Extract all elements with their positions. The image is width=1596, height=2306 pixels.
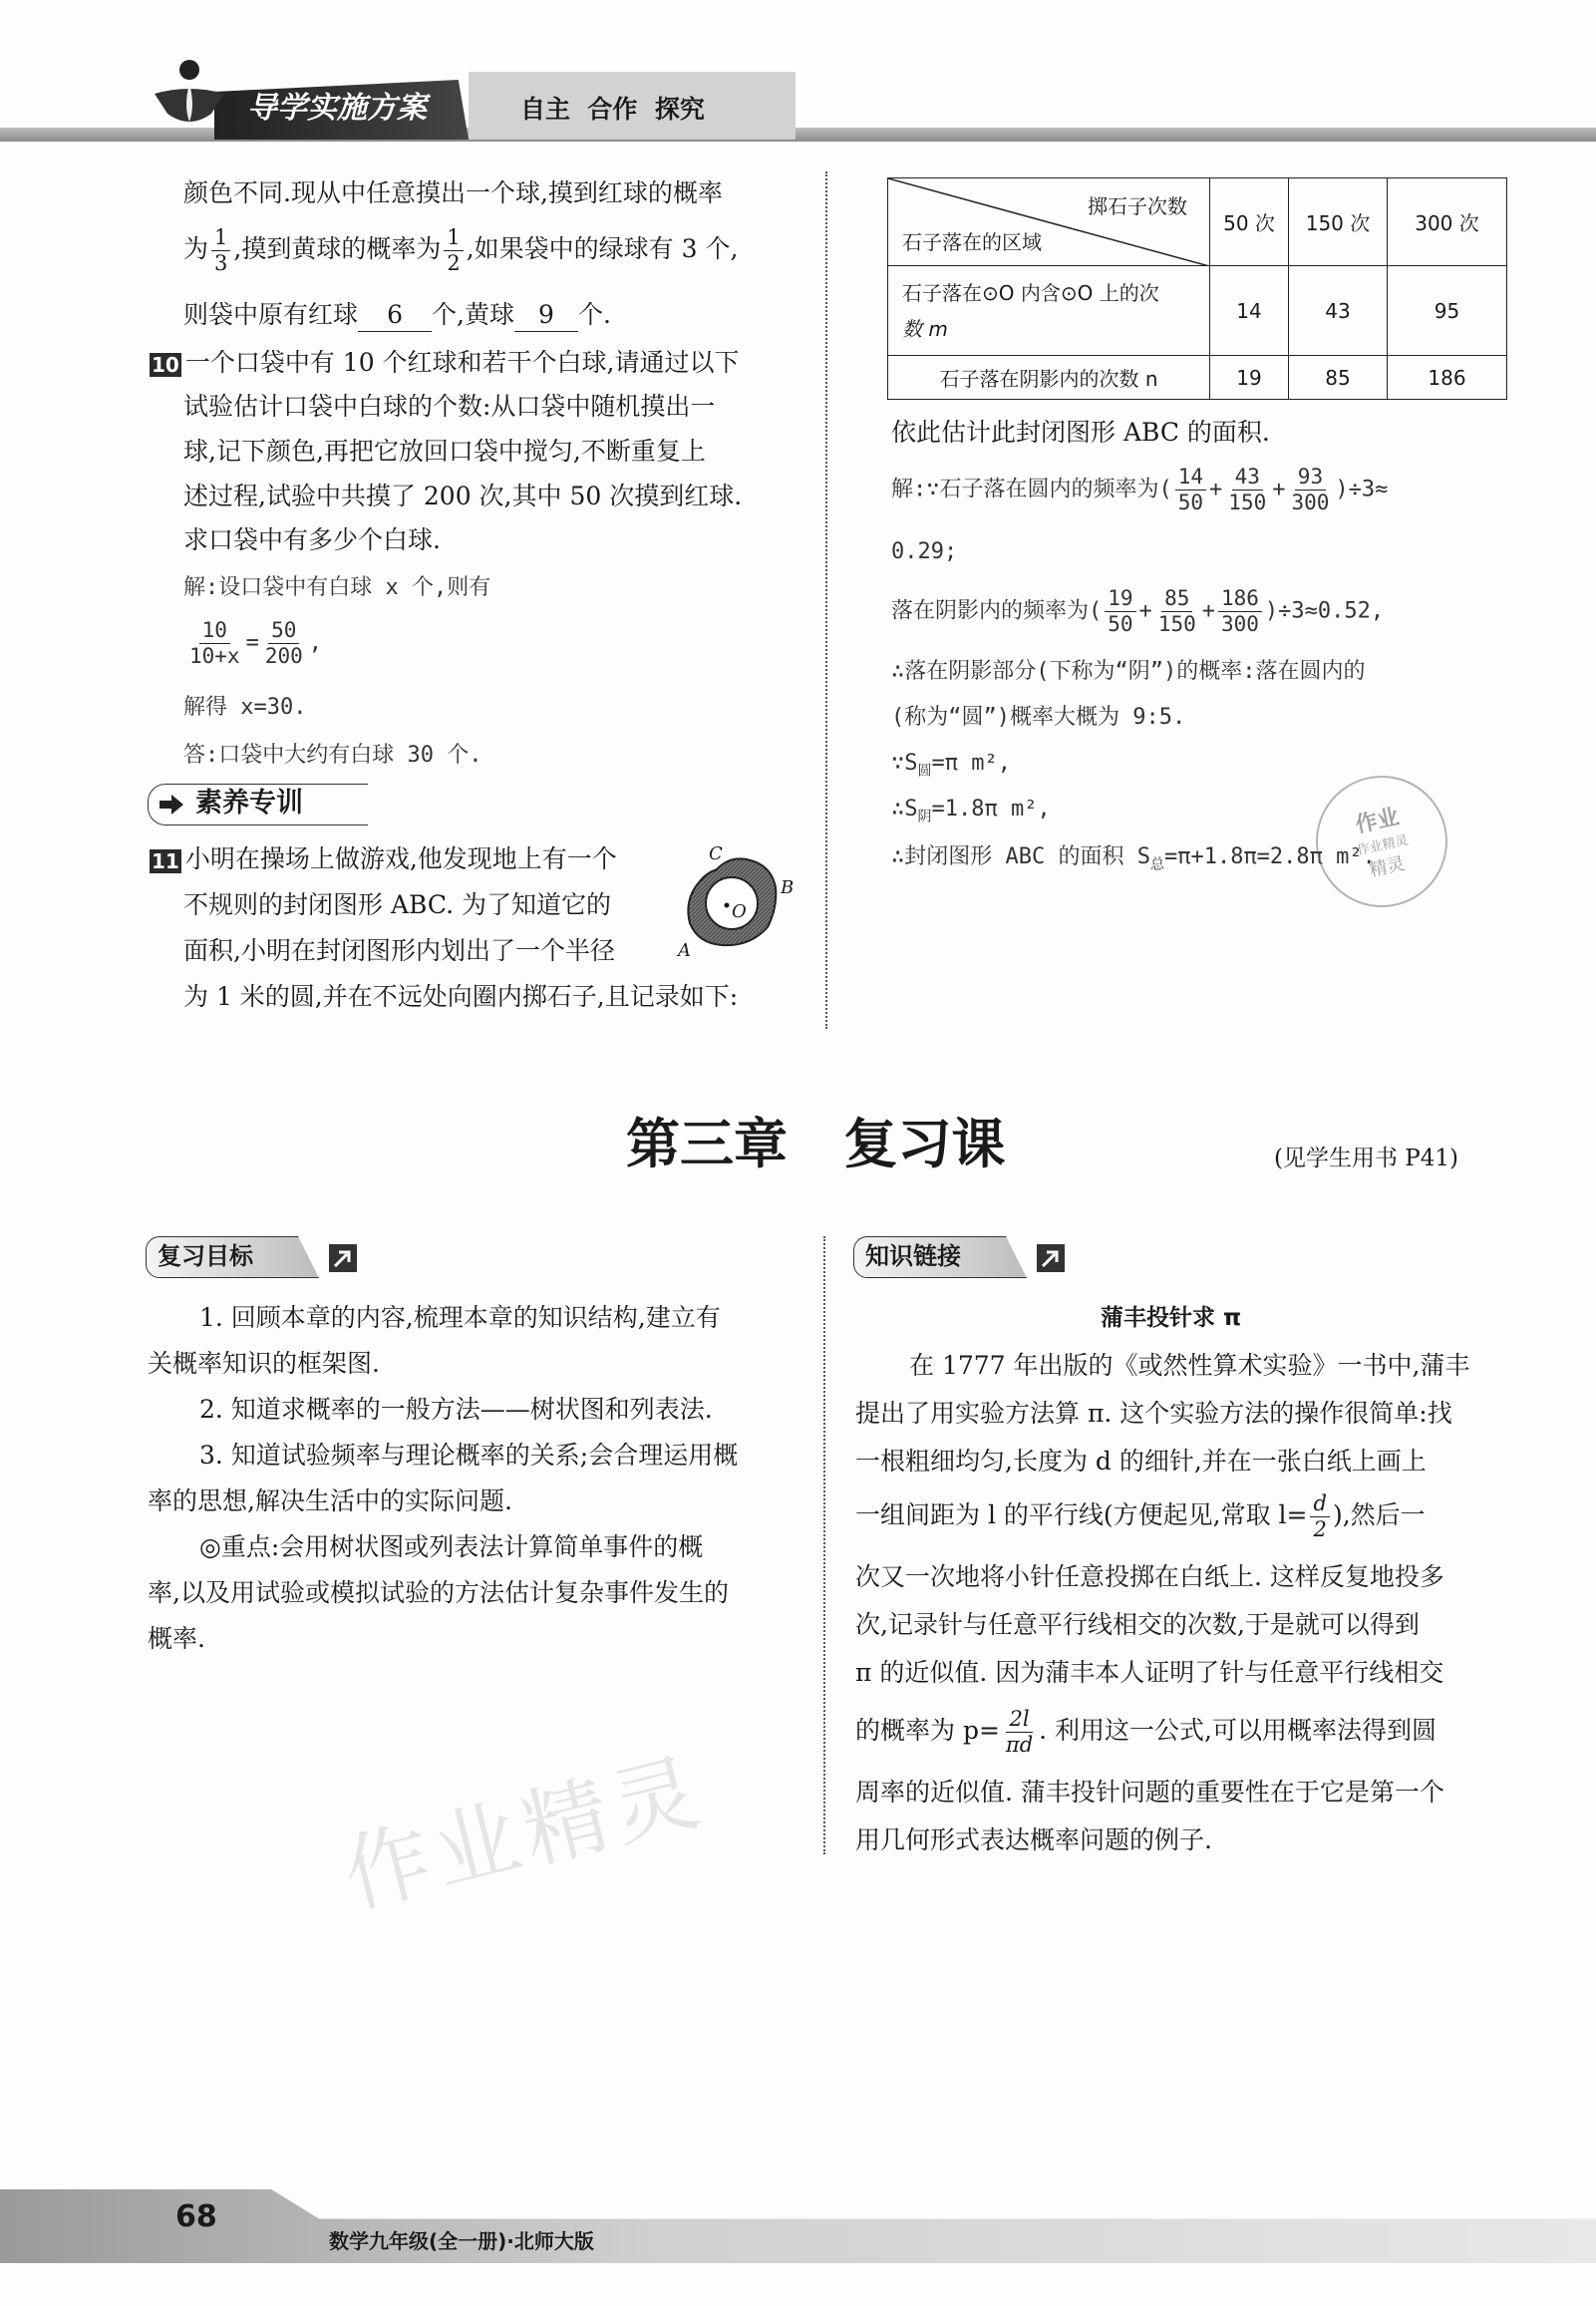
q11-prompt: 依此估计此封闭图形 ABC 的面积. — [891, 418, 1270, 447]
q11-line-1: 11 小明在操场上做游戏,他发现地上有一个 — [152, 844, 617, 873]
knowledge-label: 知识链接 — [865, 1242, 961, 1270]
arrow-box-icon — [1037, 1244, 1065, 1272]
knowledge-line-10: 用几何形式表达概率问题的例子. — [855, 1825, 1212, 1854]
q10-equation: $\frac{10}{10+x}$ = $\frac{50}{200}$ , — [189, 618, 323, 668]
q10-line-5: 求口袋中有多少个白球. — [183, 525, 441, 554]
table-row: 石子落在阴影内的次数 n 19 85 186 — [888, 356, 1507, 400]
knowledge-line-3: 一根粗细均匀,长度为 d 的细针,并在一张白纸上画上 — [855, 1447, 1427, 1476]
table-corner-bottom: 石子落在的区域 — [902, 230, 1042, 254]
table-corner-top: 掷石子次数 — [1088, 194, 1187, 218]
q11-solution-line-4: (称为“圆”)概率大概为 9:5. — [891, 705, 1186, 730]
q10-number: 10 — [152, 352, 179, 377]
review-line-7: 率,以及用试验或模拟试验的方法估计复杂事件发生的 — [148, 1578, 729, 1607]
q10-line-3: 球,记下颜色,再把它放回口袋中搅匀,不断重复上 — [183, 437, 706, 466]
table-corner-cell — [888, 178, 1210, 266]
footer-bar — [0, 2189, 1596, 2263]
knowledge-line-8: 的概率为 p= $\frac{2l}{\pi d}$ . 利用这一公式,可以用概率法得到圆 — [855, 1707, 1436, 1757]
header-banner-text: 导学实施方案 — [247, 91, 427, 126]
knowledge-title: 蒲丰投针求 π — [1101, 1305, 1242, 1331]
q11-line-2: 不规则的封闭图形 ABC. 为了知道它的 — [183, 890, 611, 919]
answer-red-balls: 6 — [358, 299, 432, 332]
fraction-one-half: $\frac{1}{2}$ — [444, 227, 463, 274]
table-row: 石子落在⊙O 内含⊙O 上的次 数 m 14 43 95 — [888, 266, 1507, 356]
q10-solution-line-1: 解:设口袋中有白球 x 个,则有 — [183, 575, 491, 600]
q9-line-3: 则袋中原有红球 6 个,黄球 9 个. — [183, 293, 611, 337]
watermark: 作业精灵 — [334, 1741, 715, 1927]
q11-solution-line-2: 落在阴影内的频率为( $\frac{19}{50}$ + $\frac{85}{150}$ + $\frac{186}{300}$ )÷3≈0.52, — [891, 586, 1385, 636]
q11-solution-line-1b: 0.29; — [891, 539, 958, 564]
stamp: 作业 作业精灵 精灵 — [1304, 764, 1460, 920]
q11-line-4: 为 1 米的圆,并在不远处向圈内掷石子,且记录如下: — [183, 982, 739, 1011]
table-header: 300 次 — [1388, 178, 1507, 266]
fraction-one-third: $\frac{1}{3}$ — [211, 227, 230, 274]
review-line-5: 率的思想,解决生活中的实际问题. — [148, 1486, 512, 1515]
q10-line-1: 10 一个口袋中有 10 个红球和若干个白球,请通过以下 — [152, 348, 740, 377]
q9-line-2: 为 $\frac{1}{3}$ ,摸到黄球的概率为 $\frac{1}{2}$ ,如果袋中的绿球有 3 个, — [183, 225, 739, 275]
review-line-2: 关概率知识的框架图. — [148, 1349, 380, 1378]
q10-solution-line-4: 答:口袋中大约有白球 30 个. — [183, 743, 482, 768]
table-header: 50 次 — [1210, 178, 1289, 266]
column-divider-top — [825, 171, 827, 1029]
answer-yellow-balls: 9 — [514, 299, 578, 332]
knowledge-line-7: π 的近似值. 因为蒲丰本人证明了针与任意平行线相交 — [855, 1658, 1444, 1687]
q11-solution-line-7: ∴封闭图形 ABC 的面积 $S_总=\pi+1.8\pi=2.8\pi$ m². — [891, 844, 1376, 873]
q10-line-4: 述过程,试验中共摸了 200 次,其中 50 次摸到红球. — [183, 482, 743, 510]
q9-line-1: 颜色不同.现从中任意摸出一个球,摸到红球的概率 — [183, 178, 723, 207]
knowledge-line-5: 次又一次地将小针任意投掷在白纸上. 这样反复地投多 — [855, 1562, 1444, 1591]
stone-throw-table — [887, 177, 1507, 400]
knowledge-line-1: 在 1777 年出版的《或然性算术实验》一书中,蒲丰 — [909, 1351, 1470, 1380]
figure-label-b: B — [781, 877, 795, 898]
knowledge-line-2: 提出了用实验方法算 π. 这个实验方法的操作很简单:找 — [855, 1399, 1452, 1428]
figure-label-c: C — [709, 843, 723, 864]
knowledge-line-9: 周率的近似值. 蒲丰投针问题的重要性在于它是第一个 — [855, 1778, 1444, 1807]
review-line-8: 概率. — [148, 1624, 205, 1653]
knowledge-line-6: 次,记录针与任意平行线相交的次数,于是就可以得到 — [855, 1610, 1420, 1639]
chapter-reference: (见学生用书 P41) — [1274, 1146, 1458, 1171]
review-line-6: ◎重点:会用树状图或列表法计算简单事件的概 — [199, 1532, 704, 1561]
review-line-1: 1. 回顾本章的内容,梳理本章的知识结构,建立有 — [199, 1303, 721, 1332]
knowledge-line-4: 一组间距为 l 的平行线(方便起见,常取 l= $\frac{d}{2}$ ),然后一 — [855, 1491, 1426, 1541]
table-header: 150 次 — [1289, 178, 1388, 266]
column-divider-bottom — [823, 1236, 825, 1854]
figure-label-a: A — [678, 940, 691, 961]
q11-solution-line-6: $\therefore S_阴=1.8\pi$ m², — [891, 797, 1051, 825]
figure-label-o: O — [732, 901, 747, 922]
arrow-icon — [158, 794, 185, 816]
review-label: 复习目标 — [158, 1242, 253, 1270]
q11-line-3: 面积,小明在封闭图形内划出了一个半径 — [183, 936, 615, 965]
q11-solution-line-5: $\because S_圆=\pi$ m², — [891, 751, 1011, 780]
footer-book-title: 数学九年级(全一册)·北师大版 — [329, 2229, 594, 2253]
review-line-4: 3. 知道试验频率与理论概率的关系;会合理运用概 — [199, 1441, 739, 1470]
section-label-text: 素养专训 — [195, 788, 303, 819]
q11-solution-line-1: 解:∵石子落在圆内的频率为( $\frac{14}{50}$ + $\frac{43}{150}$ + $\frac{93}{300}$ )÷3≈ — [891, 465, 1389, 514]
page-number: 68 — [175, 2199, 217, 2234]
chapter-title: 第三章 复习课 — [626, 1112, 1006, 1175]
arrow-box-icon — [329, 1244, 357, 1272]
logo-icon — [150, 56, 229, 136]
q10-solution-line-3: 解得 x=30. — [183, 695, 307, 720]
header-tags: 自主 合作 探究 — [520, 95, 705, 124]
review-line-3: 2. 知道求概率的一般方法——树状图和列表法. — [199, 1395, 713, 1424]
q11-number: 11 — [152, 848, 179, 873]
q11-solution-line-3: ∴落在阴影部分(下称为“阴”)的概率:落在圆内的 — [891, 659, 1366, 684]
q10-line-2: 试验估计口袋中白球的个数:从口袋中随机摸出一 — [183, 392, 716, 421]
